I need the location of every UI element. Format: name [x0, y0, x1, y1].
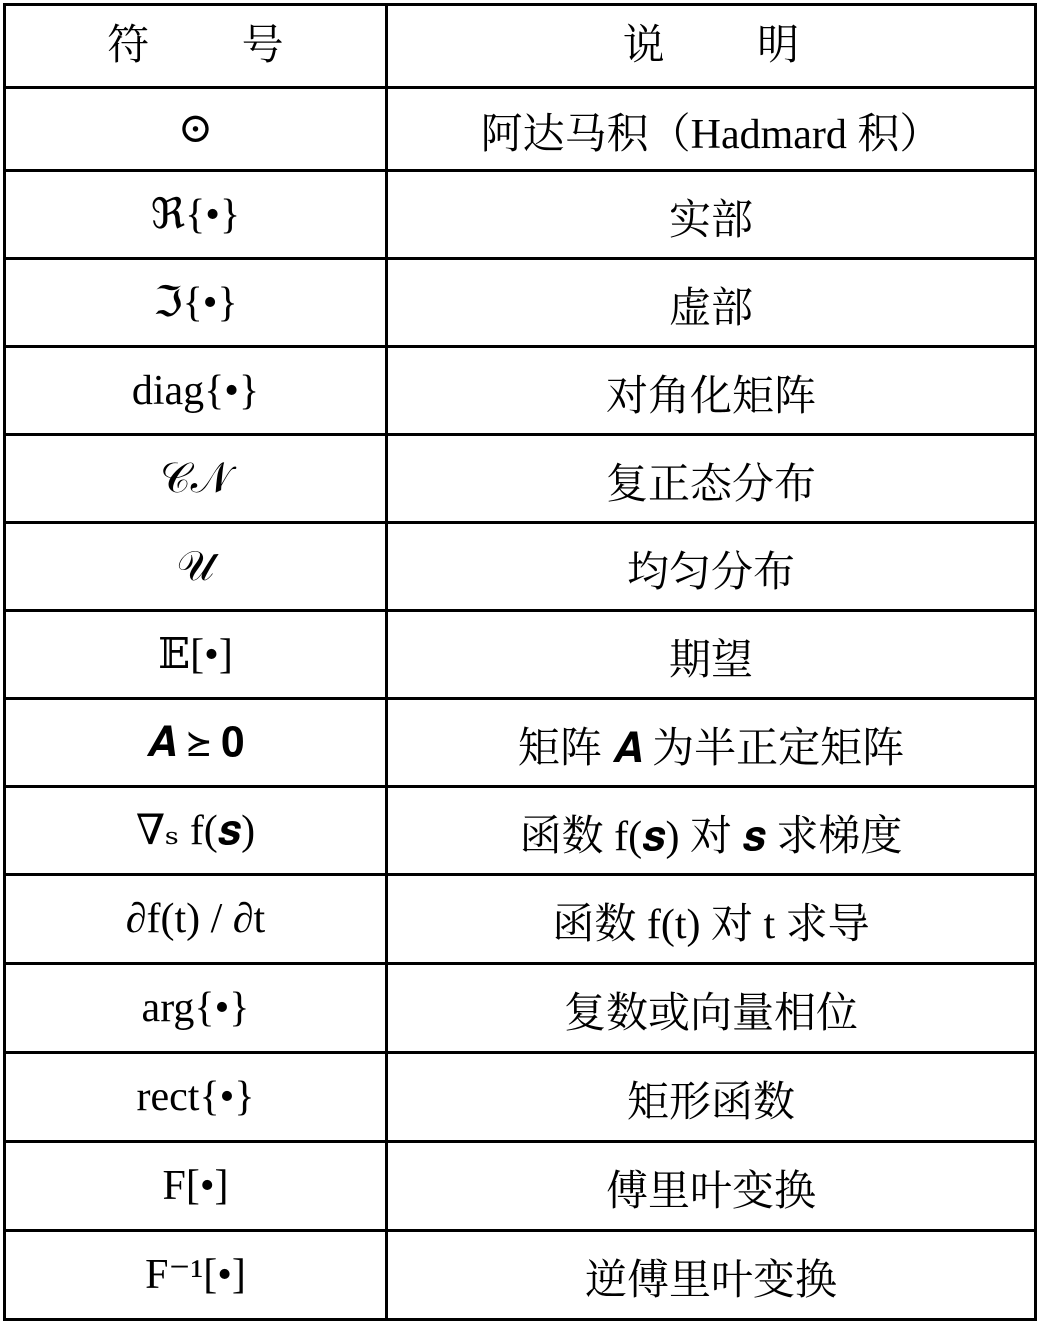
symbol-cell — [5, 699, 387, 787]
description-text: 均匀分布 — [626, 549, 795, 596]
symbol-text: diag{•} — [131, 367, 260, 414]
symbol-cell — [5, 1231, 387, 1320]
symbol-cell — [5, 964, 387, 1053]
symbol-cell — [5, 1142, 387, 1231]
symbol-cell — [5, 259, 387, 347]
symbol-table — [3, 3, 1037, 1321]
description-cell — [387, 88, 1036, 171]
symbol-text: ∂f(t) / ∂t — [125, 896, 266, 942]
description-text: 对角化矩阵 — [605, 373, 816, 420]
table-header-row — [5, 5, 1036, 88]
description-cell — [387, 1231, 1036, 1320]
symbol-text: 𝒰 — [176, 543, 215, 590]
symbol-text: rect{•} — [136, 1074, 255, 1120]
description-cell — [387, 787, 1036, 875]
description-text: 期望 — [668, 637, 753, 684]
symbol-cell — [5, 171, 387, 259]
symbol-text: ℑ{•} — [153, 279, 238, 326]
symbol-text: ∇ₛ f(𝒔) — [135, 807, 256, 854]
table-row — [5, 523, 1036, 611]
table-row — [5, 964, 1036, 1053]
header-description-label: 说明 — [622, 23, 892, 69]
symbol-cell — [5, 875, 387, 964]
description-text: 函数 f(t) 对 t 求导 — [552, 902, 870, 948]
symbol-cell — [5, 347, 387, 435]
symbol-cell — [5, 1053, 387, 1142]
symbol-cell — [5, 435, 387, 523]
symbol-text: ⊙ — [177, 106, 214, 152]
symbol-text: 𝔼[•] — [158, 631, 233, 678]
table-row — [5, 699, 1036, 787]
symbol-cell — [5, 88, 387, 171]
description-cell — [387, 435, 1036, 523]
description-cell — [387, 347, 1036, 435]
description-cell — [387, 875, 1036, 964]
header-description — [387, 5, 1036, 88]
symbol-cell — [5, 787, 387, 875]
table-row — [5, 611, 1036, 699]
table-row — [5, 787, 1036, 875]
description-text: 复正态分布 — [605, 461, 816, 508]
symbol-text: 𝒞𝒩 — [160, 455, 231, 502]
header-symbol-label: 符号 — [107, 23, 377, 69]
table-row — [5, 1142, 1036, 1231]
description-cell — [387, 699, 1036, 787]
symbol-text: arg{•} — [141, 985, 250, 1031]
table-row — [5, 1231, 1036, 1320]
description-text: 实部 — [668, 197, 753, 244]
header-symbol — [5, 5, 387, 88]
description-text: 复数或向量相位 — [563, 991, 858, 1037]
description-cell — [387, 611, 1036, 699]
table-row — [5, 347, 1036, 435]
description-text: 逆傅里叶变换 — [584, 1258, 837, 1304]
symbol-cell — [5, 611, 387, 699]
table-row — [5, 88, 1036, 171]
symbol-text: ℜ{•} — [150, 191, 241, 238]
description-text: 矩形函数 — [626, 1080, 795, 1126]
table-row — [5, 875, 1036, 964]
symbol-text: 𝑨 ⪰ 𝟎 — [146, 719, 245, 766]
table-row — [5, 1053, 1036, 1142]
description-cell — [387, 259, 1036, 347]
description-cell — [387, 1053, 1036, 1142]
description-text: 虚部 — [668, 285, 753, 332]
symbol-text: F⁻¹[•] — [145, 1252, 246, 1298]
table-row — [5, 435, 1036, 523]
description-text: 矩阵 𝑨 为半正定矩阵 — [517, 725, 905, 772]
description-cell — [387, 523, 1036, 611]
description-text: 傅里叶变换 — [605, 1169, 816, 1215]
symbol-cell — [5, 523, 387, 611]
table-row — [5, 259, 1036, 347]
description-text: 阿达马积（Hadmard 积） — [480, 112, 942, 158]
description-cell — [387, 171, 1036, 259]
description-cell — [387, 964, 1036, 1053]
table-row — [5, 171, 1036, 259]
description-cell — [387, 1142, 1036, 1231]
description-text: 函数 f(𝒔) 对 𝒔 求梯度 — [519, 813, 903, 860]
symbol-text: F[•] — [162, 1163, 229, 1209]
